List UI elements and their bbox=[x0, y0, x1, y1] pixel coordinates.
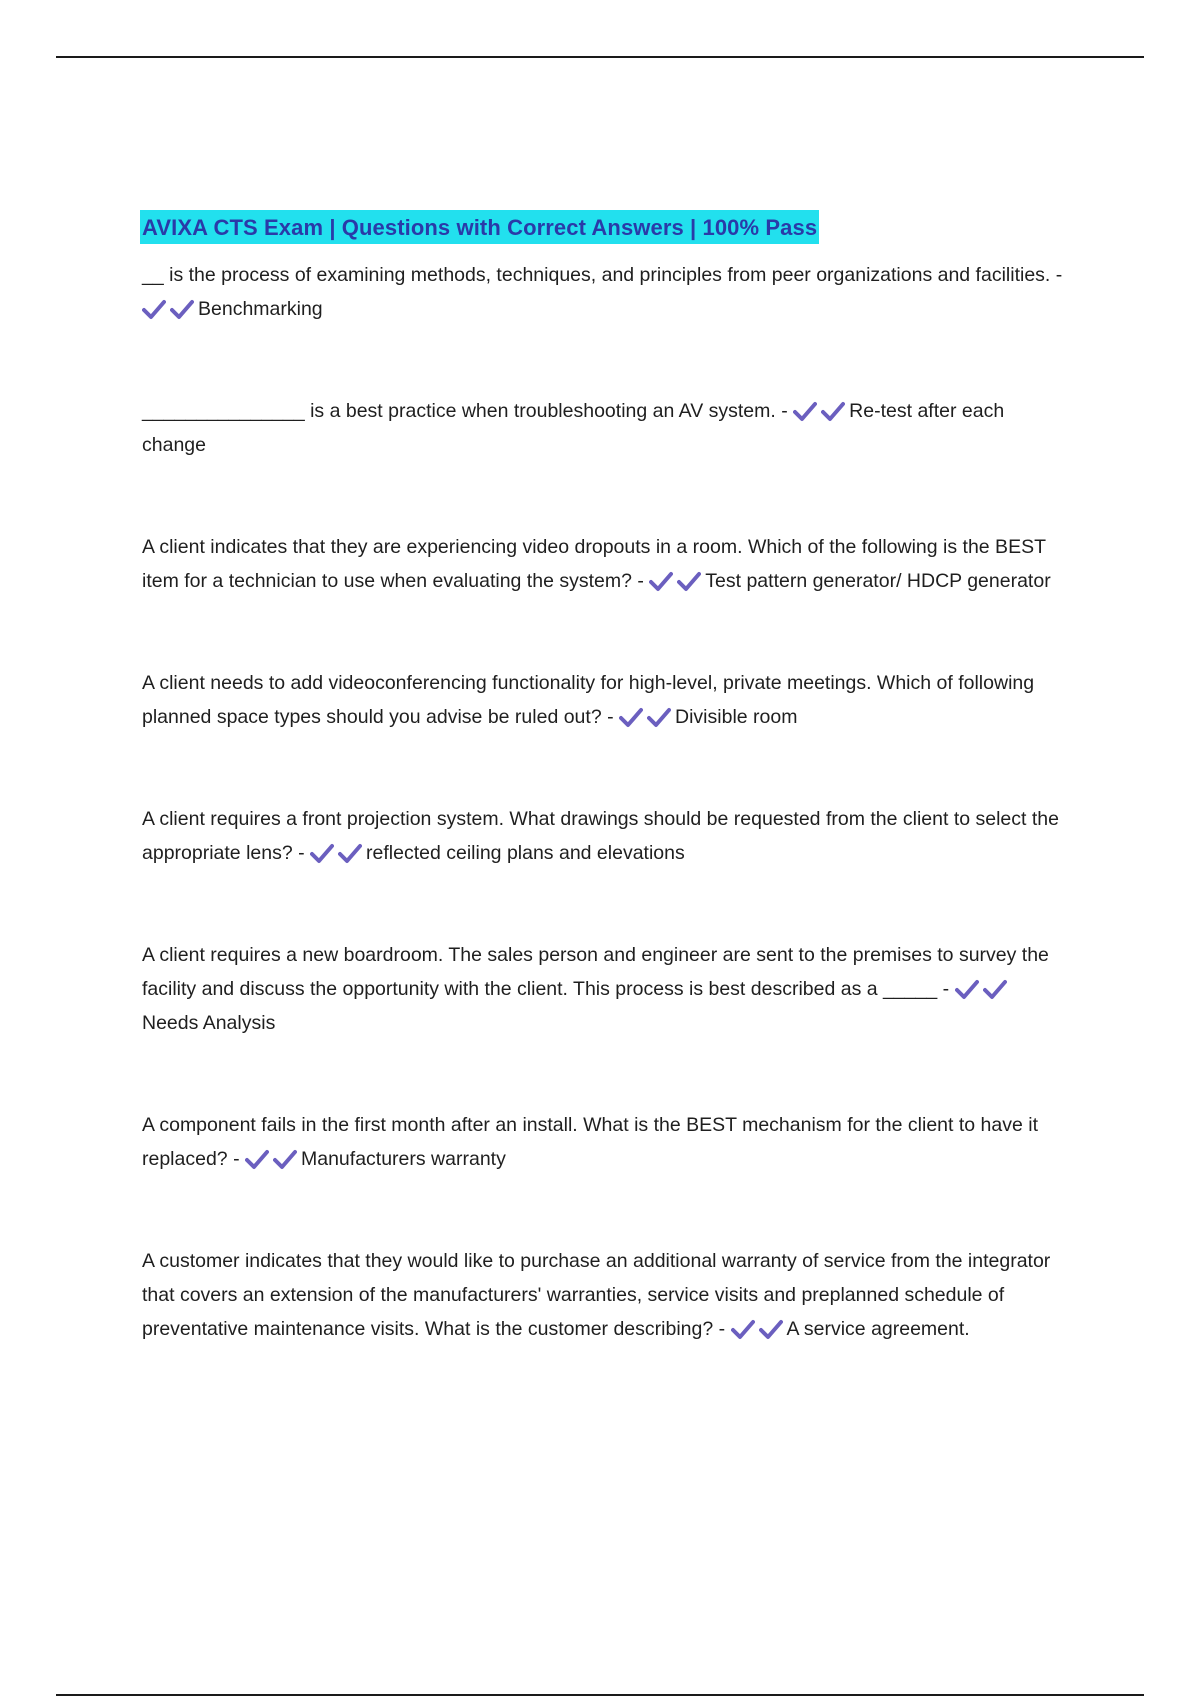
checkmark-icon bbox=[647, 706, 671, 728]
separator: - bbox=[227, 1148, 245, 1170]
bottom-rule bbox=[56, 1694, 1144, 1696]
document-title: AVIXA CTS Exam | Questions with Correct Answers | 100% Pass bbox=[140, 210, 819, 244]
question-text: _______________ is a best practice when troubleshooting an AV system. bbox=[142, 400, 776, 422]
question-text: A customer indicates that they would like to purchase an additional warranty of service from the integrator that covers an extension of the manufacturers' warranties, service visits and preplanned schedule of preventative maintenance visits. What is the customer describing? bbox=[142, 1250, 1051, 1340]
checkmark-icon bbox=[245, 1148, 269, 1170]
answer-text: A service agreement. bbox=[786, 1318, 970, 1340]
qa-item bbox=[142, 394, 1066, 462]
answer-text: reflected ceiling plans and elevations bbox=[366, 842, 685, 864]
checkmark-icon bbox=[649, 570, 673, 592]
checkmark-icon bbox=[955, 978, 979, 1000]
qa-item bbox=[142, 530, 1066, 598]
separator: - bbox=[292, 842, 311, 864]
checkmark-icon bbox=[170, 298, 194, 320]
qa-item bbox=[142, 666, 1066, 734]
separator: - bbox=[601, 706, 620, 728]
checkmark-icon bbox=[677, 570, 701, 592]
document-body bbox=[142, 210, 1066, 1346]
answer-text: Needs Analysis bbox=[142, 1012, 276, 1034]
answer-text: Re-test after each change bbox=[142, 400, 1005, 456]
answer-text: Divisible room bbox=[675, 706, 798, 728]
answer-text: Manufacturers warranty bbox=[301, 1148, 506, 1170]
checkmark-icon bbox=[310, 842, 334, 864]
question-text: __ is the process of examining methods, techniques, and principles from peer organizations and facilities. bbox=[142, 264, 1051, 286]
question-text: A client requires a front projection system. What drawings should be requested from the client to select the appropriate lens? bbox=[142, 808, 1059, 864]
separator: - bbox=[1050, 264, 1063, 286]
qa-item bbox=[142, 1108, 1066, 1176]
answer-text: Benchmarking bbox=[198, 298, 323, 320]
question-text: A client requires a new boardroom. The sales person and engineer are sent to the premises to survey the facility and discuss the opportunity with the client. This process is best described as a _____ bbox=[142, 944, 1049, 1000]
checkmark-icon bbox=[731, 1318, 755, 1340]
checkmark-icon bbox=[619, 706, 643, 728]
separator: - bbox=[631, 570, 650, 592]
question-text: A client indicates that they are experiencing video dropouts in a room. Which of the following is the BEST item for a technician to use when evaluating the system? bbox=[142, 536, 1046, 592]
qa-item bbox=[142, 258, 1066, 326]
checkmark-icon bbox=[273, 1148, 297, 1170]
checkmark-icon bbox=[338, 842, 362, 864]
checkmark-icon bbox=[759, 1318, 783, 1340]
question-text: A component fails in the first month after an install. What is the BEST mechanism for the client to have it replaced? bbox=[142, 1114, 1038, 1170]
checkmark-icon bbox=[983, 978, 1007, 1000]
question-text: A client needs to add videoconferencing functionality for high-level, private meetings. Which of following planned space types should you advise be ruled out? bbox=[142, 672, 1035, 728]
separator: - bbox=[937, 978, 955, 1000]
separator: - bbox=[713, 1318, 731, 1340]
checkmark-icon bbox=[793, 400, 817, 422]
answer-text: Test pattern generator/ HDCP generator bbox=[705, 570, 1051, 592]
qa-item bbox=[142, 802, 1066, 870]
qa-item bbox=[142, 1244, 1066, 1346]
checkmark-icon bbox=[821, 400, 845, 422]
qa-item bbox=[142, 938, 1066, 1040]
checkmark-icon bbox=[142, 298, 166, 320]
separator: - bbox=[775, 400, 794, 422]
top-rule bbox=[56, 56, 1144, 58]
